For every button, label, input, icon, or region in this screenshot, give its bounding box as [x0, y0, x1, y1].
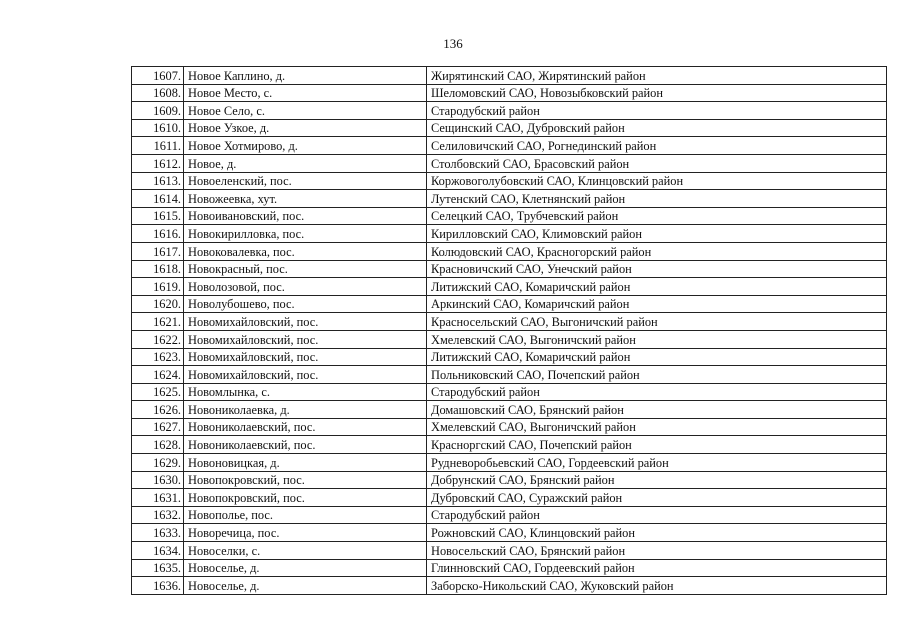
row-number: 1607.: [132, 67, 184, 85]
settlement-name: Новолозовой, пос.: [184, 278, 427, 296]
district-name: Литижский САО, Комаричский район: [427, 348, 887, 366]
table-row: [132, 577, 887, 595]
table-row: [132, 348, 887, 366]
table-row: [132, 506, 887, 524]
settlement-name: Новое, д.: [184, 154, 427, 172]
row-number: 1632.: [132, 506, 184, 524]
settlement-name: Новомихайловский, пос.: [184, 330, 427, 348]
district-name: Новосельский САО, Брянский район: [427, 542, 887, 560]
settlement-name: Новоеленский, пос.: [184, 172, 427, 190]
table-row: [132, 313, 887, 331]
row-number: 1635.: [132, 559, 184, 577]
district-name: Глинновский САО, Гордеевский район: [427, 559, 887, 577]
district-name: Заборско-Никольский САО, Жуковский район: [427, 577, 887, 595]
settlement-name: Новоречица, пос.: [184, 524, 427, 542]
district-name: Рудневоробьевский САО, Гордеевский район: [427, 454, 887, 472]
district-name: Польниковский САО, Почепский район: [427, 366, 887, 384]
table-row: [132, 559, 887, 577]
table-row: [132, 418, 887, 436]
district-name: Жирятинский САО, Жирятинский район: [427, 67, 887, 85]
table-row: [132, 242, 887, 260]
table-row: [132, 454, 887, 472]
table-row: [132, 278, 887, 296]
settlement-name: Новоселки, с.: [184, 542, 427, 560]
table-row: [132, 67, 887, 85]
row-number: 1620.: [132, 295, 184, 313]
row-number: 1612.: [132, 154, 184, 172]
district-name: Стародубский район: [427, 102, 887, 120]
district-name: Домашовский САО, Брянский район: [427, 401, 887, 419]
table-row: [132, 366, 887, 384]
district-name: Селиловичский САО, Рогнединский район: [427, 137, 887, 155]
district-name: Хмелевский САО, Выгоничский район: [427, 418, 887, 436]
table-row: [132, 119, 887, 137]
table-body: [132, 67, 887, 595]
row-number: 1634.: [132, 542, 184, 560]
row-number: 1629.: [132, 454, 184, 472]
settlement-name: Новое Каплино, д.: [184, 67, 427, 85]
row-number: 1608.: [132, 84, 184, 102]
settlement-name: Новоселье, д.: [184, 577, 427, 595]
table-row: [132, 489, 887, 507]
district-name: Красносельский САО, Выгоничский район: [427, 313, 887, 331]
row-number: 1618.: [132, 260, 184, 278]
settlement-name: Новомихайловский, пос.: [184, 348, 427, 366]
row-number: 1622.: [132, 330, 184, 348]
district-name: Красновичский САО, Унечский район: [427, 260, 887, 278]
settlement-name: Новониколаевка, д.: [184, 401, 427, 419]
settlement-name: Новокирилловка, пос.: [184, 225, 427, 243]
row-number: 1633.: [132, 524, 184, 542]
table-row: [132, 207, 887, 225]
district-name: Аркинский САО, Комаричский район: [427, 295, 887, 313]
table-row: [132, 401, 887, 419]
settlement-name: Новоивановский, пос.: [184, 207, 427, 225]
district-name: Столбовский САО, Брасовский район: [427, 154, 887, 172]
row-number: 1611.: [132, 137, 184, 155]
row-number: 1617.: [132, 242, 184, 260]
row-number: 1627.: [132, 418, 184, 436]
table-row: [132, 542, 887, 560]
table-row: [132, 524, 887, 542]
row-number: 1628.: [132, 436, 184, 454]
settlement-name: Новомлынка, с.: [184, 383, 427, 401]
settlement-name: Новоновицкая, д.: [184, 454, 427, 472]
settlement-name: Новониколаевский, пос.: [184, 436, 427, 454]
district-name: Селецкий САО, Трубчевский район: [427, 207, 887, 225]
district-name: Кирилловский САО, Климовский район: [427, 225, 887, 243]
settlement-name: Новожеевка, хут.: [184, 190, 427, 208]
settlement-name: Новопокровский, пос.: [184, 489, 427, 507]
settlement-name: Новое Узкое, д.: [184, 119, 427, 137]
table-row: [132, 102, 887, 120]
table-row: [132, 295, 887, 313]
row-number: 1624.: [132, 366, 184, 384]
settlement-name: Новое Хотмирово, д.: [184, 137, 427, 155]
district-name: Сещинский САО, Дубровский район: [427, 119, 887, 137]
row-number: 1616.: [132, 225, 184, 243]
district-name: Красноргский САО, Почепский район: [427, 436, 887, 454]
table-row: [132, 172, 887, 190]
settlement-name: Новолубошево, пос.: [184, 295, 427, 313]
settlement-name: Новомихайловский, пос.: [184, 313, 427, 331]
table-row: [132, 330, 887, 348]
row-number: 1613.: [132, 172, 184, 190]
row-number: 1631.: [132, 489, 184, 507]
settlement-name: Новополье, пос.: [184, 506, 427, 524]
row-number: 1619.: [132, 278, 184, 296]
table-row: [132, 471, 887, 489]
row-number: 1625.: [132, 383, 184, 401]
settlement-name: Новониколаевский, пос.: [184, 418, 427, 436]
district-name: Коржовоголубовский САО, Клинцовский район: [427, 172, 887, 190]
table-row: [132, 260, 887, 278]
settlement-name: Новое Место, с.: [184, 84, 427, 102]
table-row: [132, 436, 887, 454]
district-name: Рожновский САО, Клинцовский район: [427, 524, 887, 542]
row-number: 1614.: [132, 190, 184, 208]
district-name: Добрунский САО, Брянский район: [427, 471, 887, 489]
table-row: [132, 225, 887, 243]
district-name: Стародубский район: [427, 383, 887, 401]
district-name: Стародубский район: [427, 506, 887, 524]
settlement-name: Новопокровский, пос.: [184, 471, 427, 489]
table-row: [132, 137, 887, 155]
settlements-table: [131, 66, 887, 595]
district-name: Литижский САО, Комаричский район: [427, 278, 887, 296]
district-name: Дубровский САО, Суражский район: [427, 489, 887, 507]
row-number: 1630.: [132, 471, 184, 489]
row-number: 1609.: [132, 102, 184, 120]
district-name: Лутенский САО, Клетнянский район: [427, 190, 887, 208]
row-number: 1610.: [132, 119, 184, 137]
settlement-name: Новое Село, с.: [184, 102, 427, 120]
settlement-name: Новомихайловский, пос.: [184, 366, 427, 384]
settlement-name: Новоковалевка, пос.: [184, 242, 427, 260]
row-number: 1636.: [132, 577, 184, 595]
settlement-name: Новоселье, д.: [184, 559, 427, 577]
district-name: Шеломовский САО, Новозыбковский район: [427, 84, 887, 102]
row-number: 1621.: [132, 313, 184, 331]
district-name: Хмелевский САО, Выгоничский район: [427, 330, 887, 348]
settlement-name: Новокрасный, пос.: [184, 260, 427, 278]
page-number: 136: [443, 36, 463, 51]
row-number: 1623.: [132, 348, 184, 366]
district-name: Колюдовский САО, Красногорский район: [427, 242, 887, 260]
table-row: [132, 84, 887, 102]
table-row: [132, 154, 887, 172]
row-number: 1615.: [132, 207, 184, 225]
table-row: [132, 383, 887, 401]
table-row: [132, 190, 887, 208]
row-number: 1626.: [132, 401, 184, 419]
